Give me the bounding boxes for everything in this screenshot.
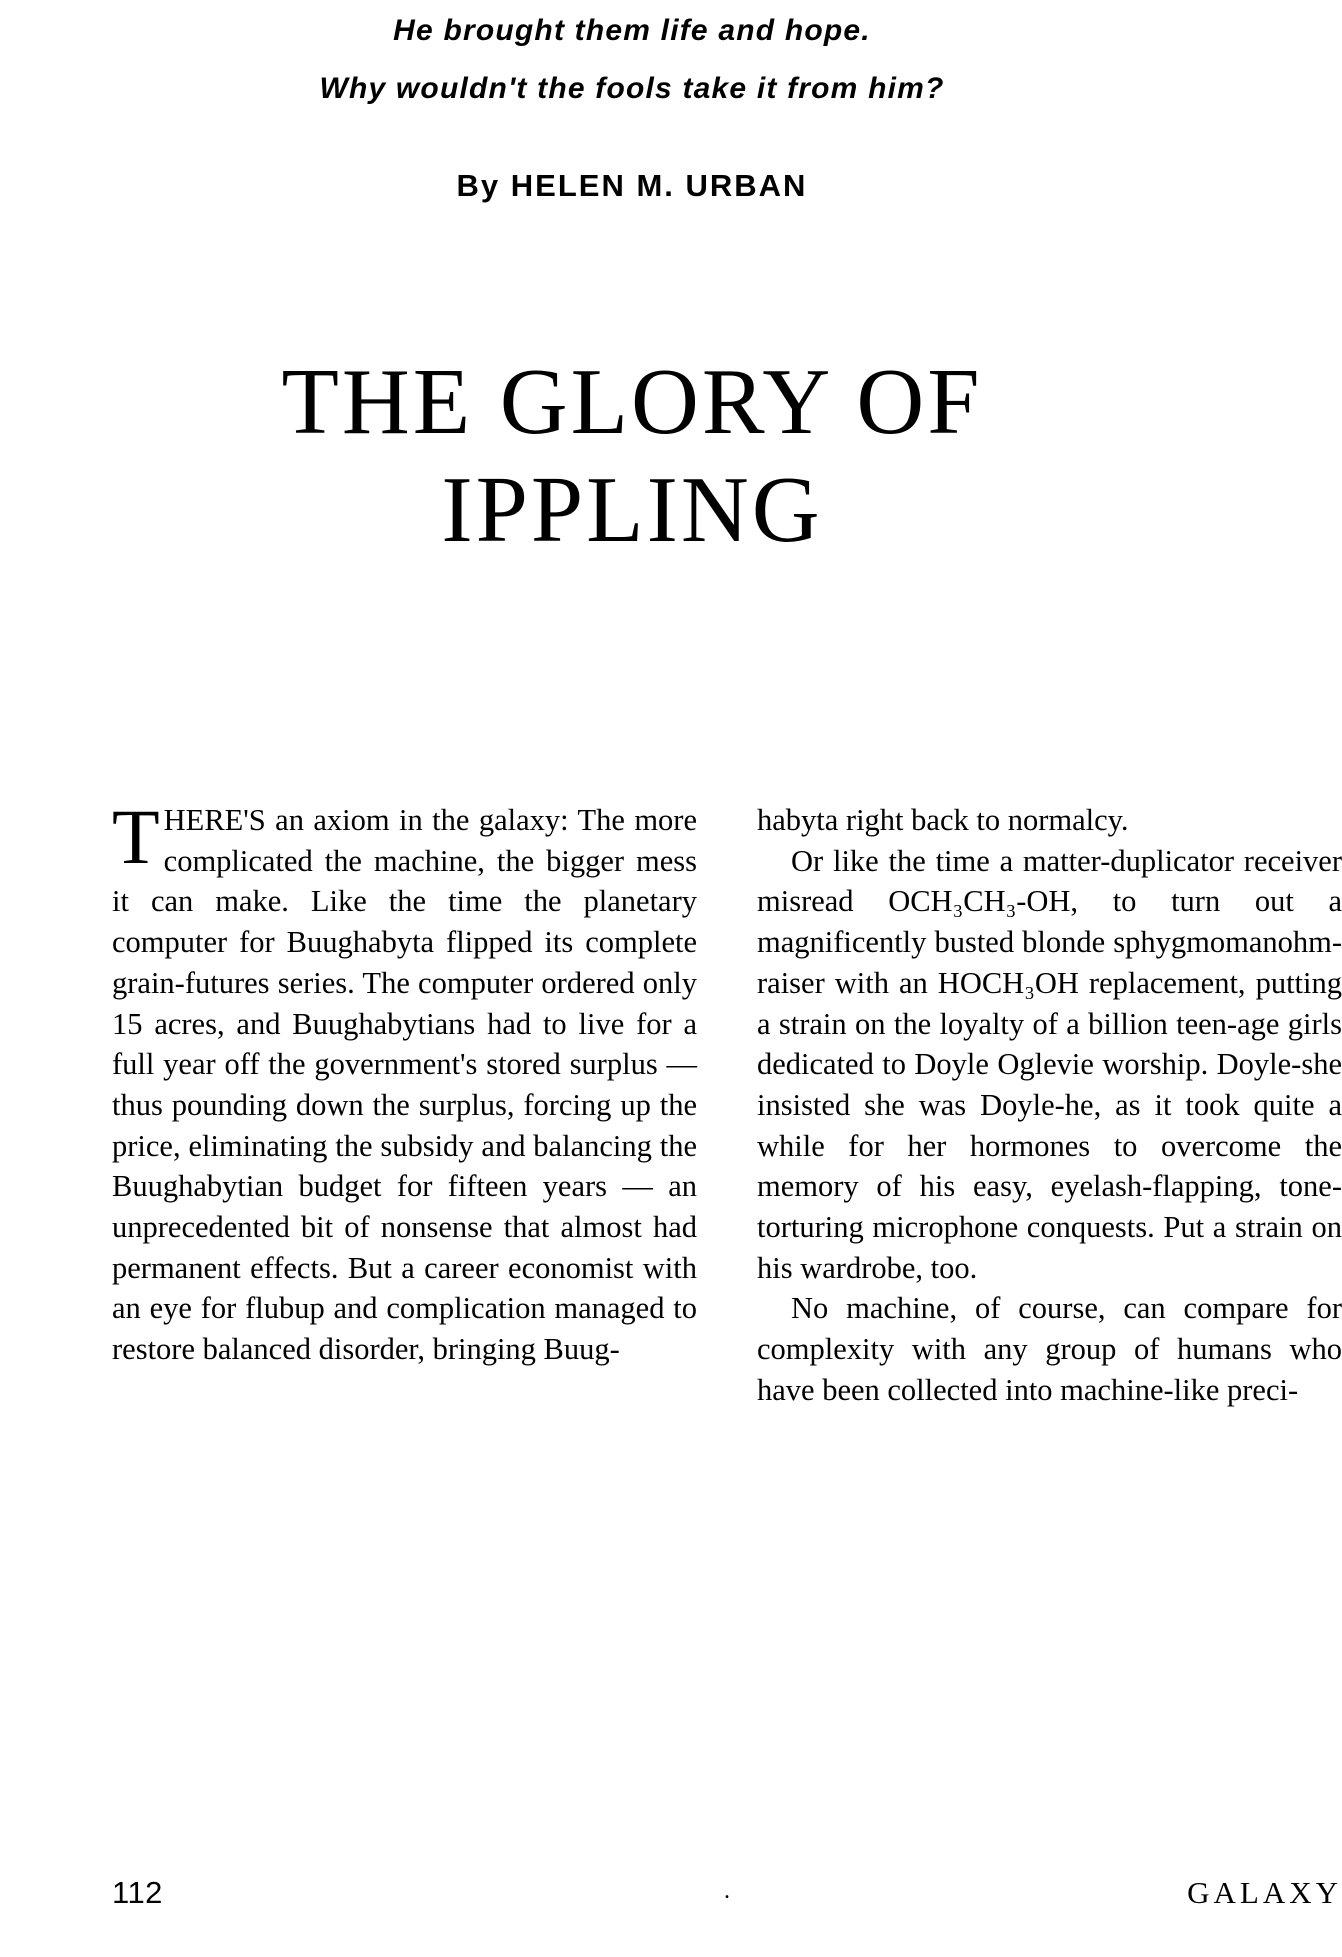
- tagline-line-2: Why wouldn't the fools take it from him?: [319, 72, 945, 105]
- opening-paragraph-text: HERE'S an axiom in the galaxy: The more complicated the machine, the bigger mess it can make. Like the time the planetary computer for Buughabyta flipped its complete grain-futures series. The computer ordered only 15 acres, and Buughabytians had to live for a full year off the government's stored surplus — thus pounding down the surplus, forcing up the price, eliminating the subsidy and balancing the Buughabytian budget for fifteen years — an unprecedented bit of nonsense that almost had permanent effects. But a career economist with an eye for flubup and complication managed to restore balanced disorder, bringing Buug-: [112, 803, 697, 1367]
- page-content: [112, 0, 1342, 1957]
- story-tagline: [112, 14, 1152, 106]
- page-number: 112: [112, 1875, 163, 1910]
- story-title: [112, 352, 1152, 561]
- tagline-line-1: He brought them life and hope.: [393, 14, 871, 47]
- column-left: [112, 793, 697, 1411]
- column-right: [757, 800, 1342, 1411]
- paragraph-duplicator: Or like the time a matter-duplicator receiver misread OCH₃CH₃-OH, to turn out a magnificently busted blonde sphygmomanohm-raiser with an HOCH₃OH replacement, putting a strain on the loyalty of a billion teen-age girls dedicated to Doyle Oglevie worship. Doyle-she insisted she was Doyle-he, as it took quite a while for her hormones to overcome the memory of his easy, eyelash-flapping, tone-torturing microphone conquests. Put a strain on his wardrobe, too.: [757, 843, 1342, 1285]
- drop-cap: T: [112, 793, 160, 880]
- title-line-1: THE GLORY OF: [281, 350, 983, 454]
- paragraph-continued: habyta right back to normalcy.: [757, 803, 1129, 837]
- body-columns: [112, 793, 1342, 1411]
- author-byline: By HELEN M. URBAN: [456, 168, 808, 203]
- page-footer: [112, 1875, 1342, 1911]
- title-line-2: IPPLING: [441, 457, 823, 562]
- magazine-name: GALAXY: [1187, 1875, 1342, 1910]
- center-mark: .: [724, 1878, 730, 1904]
- paragraph-opening: [112, 793, 697, 1370]
- paragraph-no-machine: No machine, of course, can compare for complexity with any group of humans who have been collected into machine-like preci-: [757, 1291, 1342, 1407]
